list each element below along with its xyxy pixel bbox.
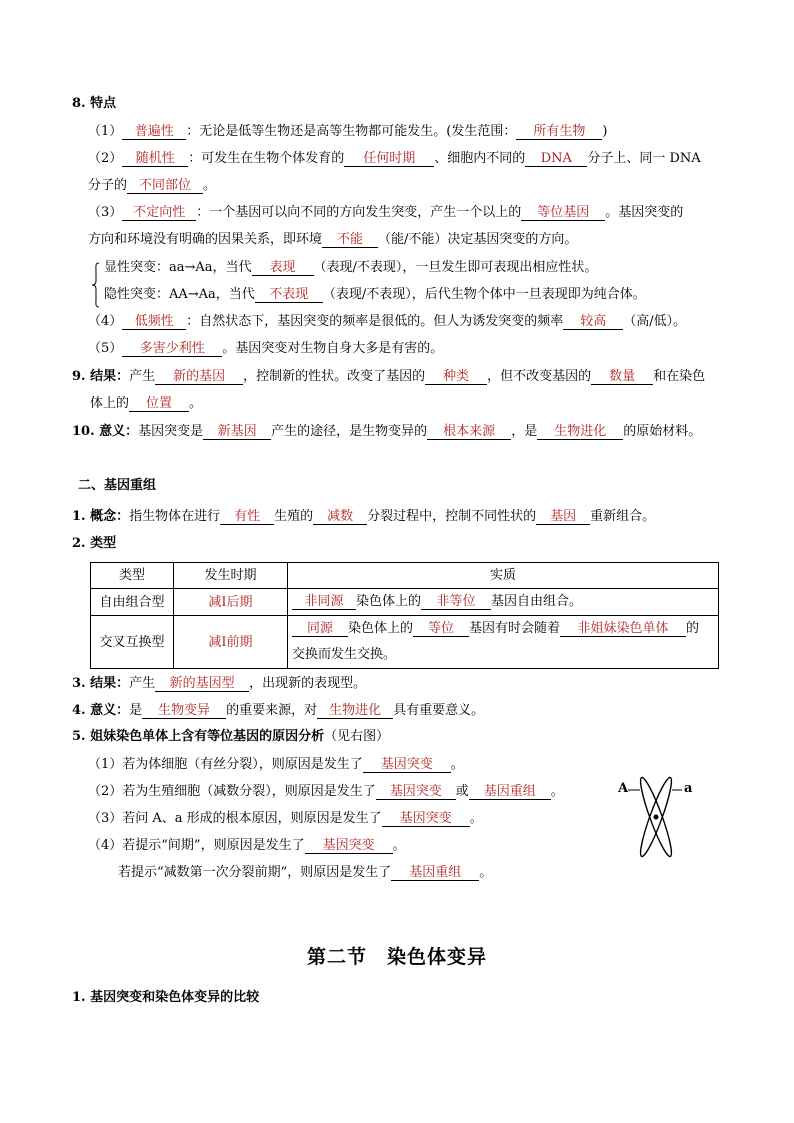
answer-blank: 种类	[425, 369, 487, 385]
sec2-c5-q4	[88, 838, 406, 854]
answer-blank: 基因突变	[305, 838, 393, 854]
table-header: 实质	[288, 563, 719, 589]
text: 。	[479, 865, 493, 880]
text: 显性突变：aa→Aa，当代	[104, 260, 252, 275]
answer-blank: 基因重组	[391, 865, 479, 881]
answer-blank: 根本来源	[427, 424, 511, 440]
text: 生殖的	[274, 509, 314, 524]
text: ，是	[511, 424, 538, 439]
table-row	[91, 589, 719, 616]
s8-heading: 8. 特点	[72, 96, 117, 111]
table-header: 类型	[91, 563, 174, 589]
answer-blank: 不表现	[255, 287, 323, 303]
s10-line	[72, 424, 701, 440]
s8-line-4	[88, 314, 686, 330]
text: 染色体上的	[348, 621, 414, 636]
table-header-row	[91, 563, 719, 589]
text: 基因突变是	[138, 424, 204, 439]
text: 产生	[129, 369, 156, 384]
text: ，控制新的性状。改变了基因的	[243, 369, 426, 384]
table-cell	[288, 589, 719, 616]
sec2-c5	[72, 730, 389, 743]
answer-blank: 所有生物	[516, 124, 602, 140]
text: （5）	[88, 341, 123, 356]
answer-blank: 生物进化	[317, 703, 393, 719]
text: 分子上、同一 DNA	[587, 151, 701, 166]
text: 。基因突变对生物自身大多是有害的。	[222, 341, 444, 356]
section-title-recombination: 二、基因重组	[78, 478, 157, 493]
s9-heading: 9. 结果：	[72, 369, 130, 384]
table-header: 发生时期	[174, 563, 288, 589]
answer-blank: 位置	[129, 396, 189, 412]
text: 分裂过程中，控制不同性状的	[367, 509, 537, 524]
s10-heading: 10. 意义：	[72, 424, 139, 439]
sec2-c5-heading: 5. 姐妹染色单体上含有等位基因的原因分析	[72, 729, 325, 744]
brace-icon	[92, 262, 100, 308]
text: （见右图）	[324, 729, 390, 744]
table-cell: 自由组合型	[91, 589, 174, 616]
text: 基因有时会随着	[469, 621, 561, 636]
answer-blank: 不同部位	[127, 178, 203, 194]
answer-blank: 随机性	[122, 151, 188, 167]
text: 交换而发生交换。	[292, 647, 397, 662]
answer-blank: 新的基因型	[155, 676, 249, 692]
text: ，但不改变基因的	[487, 369, 592, 384]
answer-blank: 非姐妹染色单体	[560, 621, 686, 637]
text: 或	[455, 784, 469, 799]
text: ：可发生在生物个体发育的	[188, 151, 345, 166]
answer-blank: 不能	[322, 232, 378, 248]
sister-chromatid-diagram	[614, 774, 698, 860]
text: 。	[550, 784, 564, 799]
sec2-c4	[72, 703, 484, 719]
answer-blank: 有性	[220, 509, 274, 525]
text: 方向和环境没有明确的因果关系，即环境	[88, 232, 323, 247]
answer-blank: 低频性	[122, 314, 186, 330]
text: 隐性突变：AA→Aa，当代	[104, 287, 255, 302]
answer-blank: 基因	[536, 509, 590, 525]
answer-blank: 表现	[252, 260, 314, 276]
answer-blank: 数量	[591, 369, 653, 385]
answer-blank: 同源	[292, 621, 348, 637]
answer-blank: 多害少利性	[122, 341, 222, 357]
table-row	[91, 616, 719, 669]
text: （4）	[88, 314, 123, 329]
sec2-c5-q5	[118, 865, 492, 881]
answer-blank: 新的基因	[155, 369, 243, 385]
text: 产生	[129, 676, 156, 691]
text: ，出现新的表现型。	[249, 676, 367, 691]
text: )	[602, 124, 608, 139]
allele-label-a: a	[684, 781, 693, 796]
sec2-c1-heading: 1. 概念：	[72, 509, 130, 524]
text: （2）若为生殖细胞（减数分裂），则原因是发生了	[88, 784, 376, 799]
text: （4）若提示“间期”，则原因是发生了	[88, 838, 305, 853]
text: 。	[189, 396, 203, 411]
s8-line-1	[88, 124, 607, 140]
text: ：一个基因可以向不同的方向发生突变，产生一个以上的	[196, 205, 522, 220]
answer-blank: 基因突变	[363, 757, 451, 773]
sec2-c3	[72, 676, 366, 692]
table-cell	[288, 616, 719, 669]
answer-blank: 基因重组	[469, 784, 551, 800]
text: 的	[686, 621, 700, 636]
answer-blank: 不定向性	[122, 205, 196, 221]
answer-blank: 新基因	[203, 424, 271, 440]
table-cell: 减Ⅰ前期	[174, 616, 288, 669]
text: （3）	[88, 205, 123, 220]
answer-blank: 基因突变	[382, 811, 470, 827]
text: ：无论是低等生物还是高等生物都可能发生。(发生范围：	[186, 124, 517, 139]
text: 是	[129, 703, 143, 718]
text: 基因自由组合。	[491, 594, 583, 609]
s8-line-3d	[104, 287, 646, 303]
s8-line-3	[88, 205, 683, 221]
text: 若提示“减数第一次分裂前期”，则原因是发生了	[118, 865, 392, 880]
text: （1）若为体细胞（有丝分裂），则原因是发生了	[88, 757, 363, 772]
answer-blank: 较高	[563, 314, 623, 330]
sec2-c2-heading: 2. 类型	[72, 536, 117, 551]
s9-line-1	[72, 369, 705, 385]
s9-line-2	[90, 396, 202, 412]
text: （表现/不表现），一旦发生即可表现出相应性状。	[313, 260, 598, 275]
answer-blank: DNA	[525, 151, 587, 167]
s8-line-3c	[104, 260, 597, 276]
sec2-c3-heading: 3. 结果：	[72, 676, 130, 691]
answer-blank: 等位基因	[521, 205, 605, 221]
text: 的原始材料。	[623, 424, 702, 439]
text: （表现/不表现），后代生物个体中一旦表现即为纯合体。	[322, 287, 646, 302]
s8-line-3b	[88, 232, 577, 248]
sec2-c4-heading: 4. 意义：	[72, 703, 130, 718]
answer-blank: 生物变异	[142, 703, 226, 719]
text: 的重要来源，对	[226, 703, 318, 718]
text: 。	[450, 757, 464, 772]
text: 重新组合。	[590, 509, 656, 524]
text: 。	[203, 178, 217, 193]
answer-blank: 非同源	[292, 594, 356, 610]
text: 。	[469, 811, 483, 826]
s8-line-2	[88, 151, 701, 167]
s8-line-2b	[88, 178, 216, 194]
sec2-c5-q3	[88, 811, 483, 827]
text: （3）若问 A、a 形成的根本原因，则原因是发生了	[88, 811, 382, 826]
text: （1）	[88, 124, 123, 139]
text: 体上的	[90, 396, 130, 411]
table-cell: 减Ⅰ后期	[174, 589, 288, 616]
text: 产生的途径，是生物变异的	[271, 424, 428, 439]
sec2-c1	[72, 509, 655, 525]
answer-blank: 普遍性	[122, 124, 186, 140]
text: （2）	[88, 151, 123, 166]
text: （高/低）。	[623, 314, 687, 329]
text: ：自然状态下，基因突变的频率是很低的。但人为诱发突变的频率	[186, 314, 564, 329]
text: 分子的	[88, 178, 128, 193]
text: 染色体上的	[356, 594, 422, 609]
s8-line-5	[88, 341, 443, 357]
answer-blank: 任何时期	[344, 151, 434, 167]
text: 、细胞内不同的	[434, 151, 526, 166]
text: （能/不能）决定基因突变的方向。	[378, 232, 578, 247]
sec2-c5-q2	[88, 784, 564, 800]
text: 和在染色	[653, 369, 706, 384]
answer-blank: 等位	[413, 621, 469, 637]
sec2-c5-q1	[88, 757, 464, 773]
text: 。基因突变的	[605, 205, 684, 220]
text: 指生物体在进行	[129, 509, 221, 524]
answer-blank: 减数	[313, 509, 367, 525]
answer-blank: 生物进化	[537, 424, 623, 440]
section-title-chromosome-variation: 第二节 染色体变异	[306, 946, 487, 968]
allele-label-A: A	[618, 781, 629, 796]
table-cell: 交叉互换型	[91, 616, 174, 669]
answer-blank: 非等位	[421, 594, 491, 610]
text: 。	[392, 838, 406, 853]
text: 具有重要意义。	[393, 703, 485, 718]
recombination-types-table	[90, 562, 719, 669]
answer-blank: 基因突变	[376, 784, 456, 800]
sec3-c1-heading: 1. 基因突变和染色体变异的比较	[72, 990, 260, 1005]
